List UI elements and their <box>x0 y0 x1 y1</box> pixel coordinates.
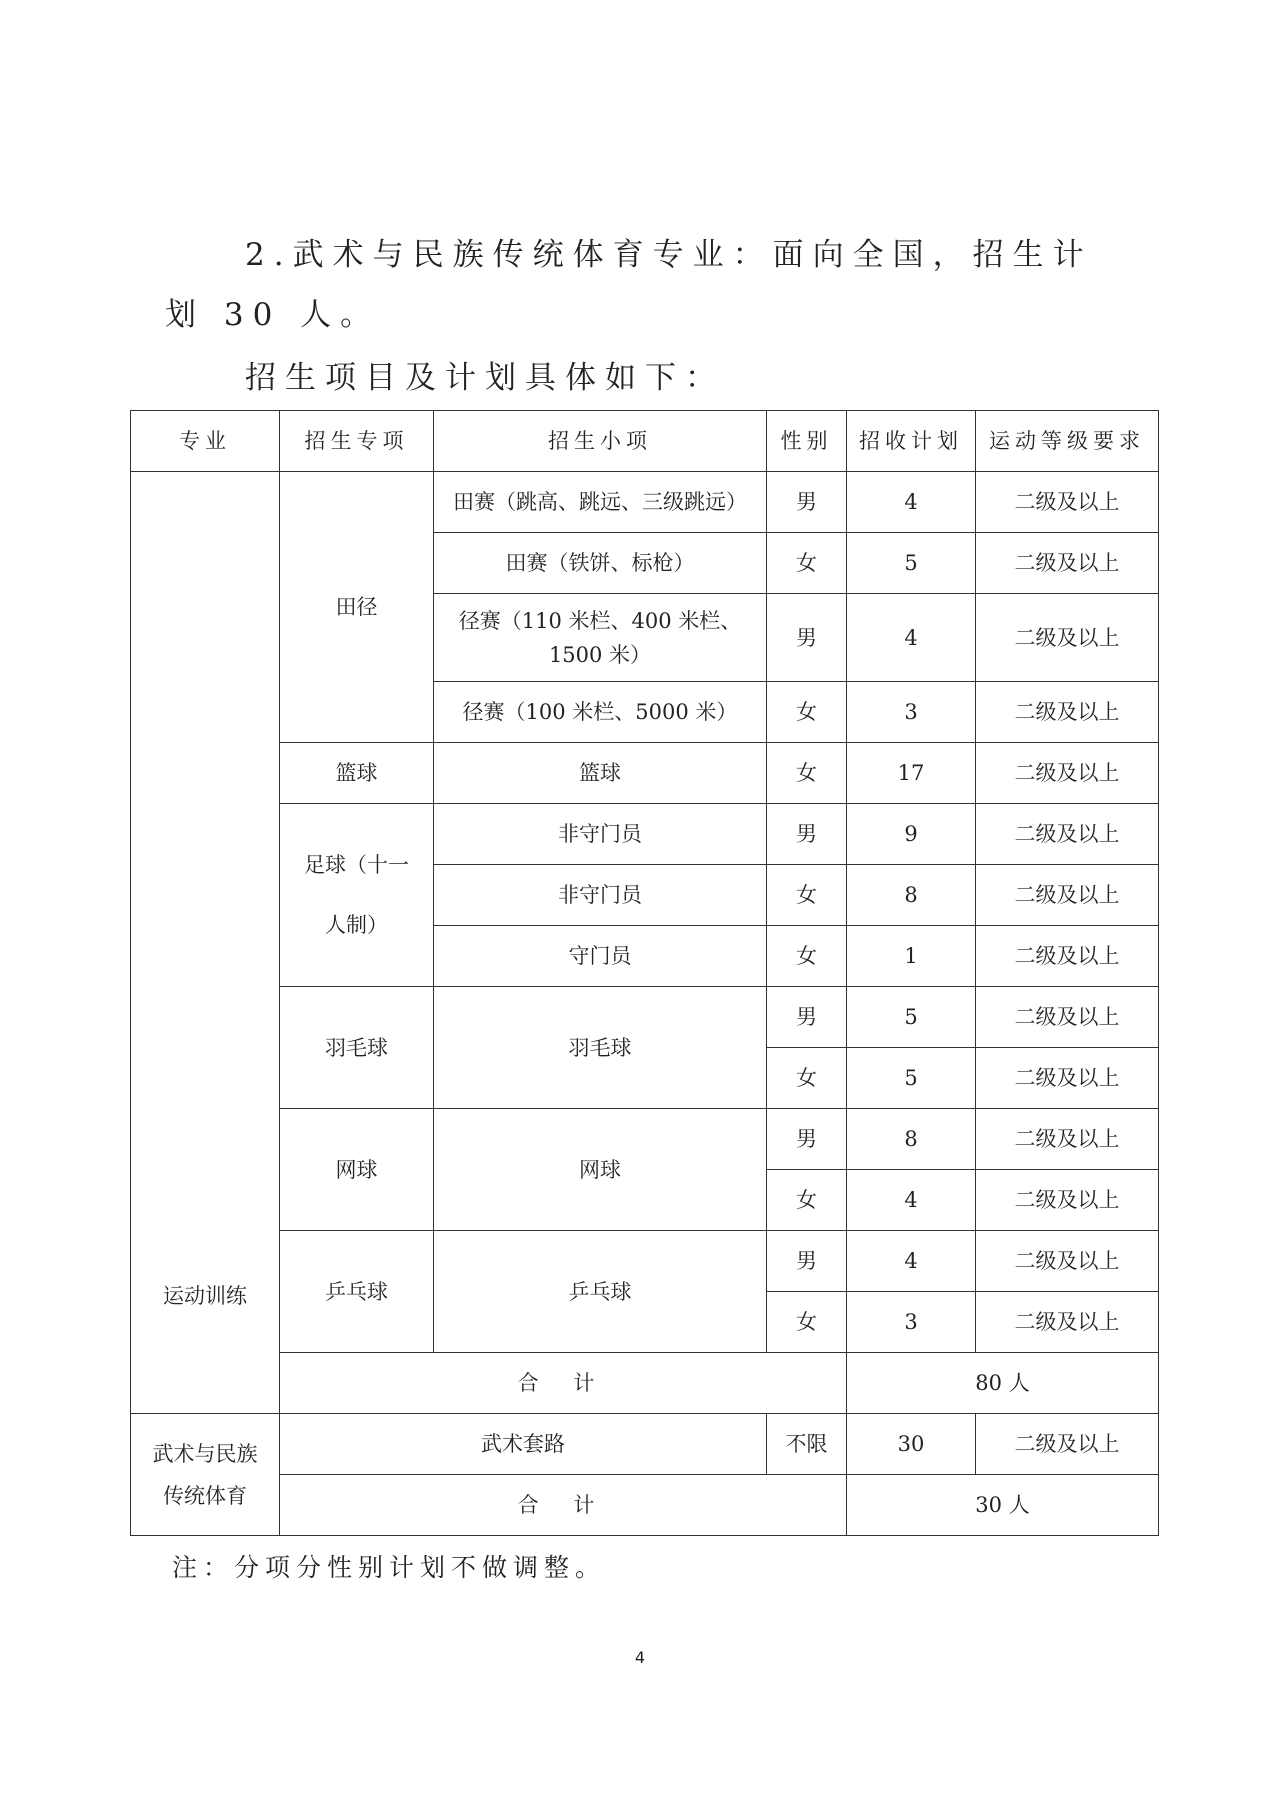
sub-item: 网球 <box>434 1109 767 1231</box>
gender: 女 <box>767 533 847 594</box>
sub-item: 乒乓球 <box>434 1231 767 1353</box>
specialty-basketball: 篮球 <box>280 743 434 804</box>
gender: 女 <box>767 926 847 987</box>
header-sub-item: 招生小项 <box>434 411 767 472</box>
plan: 4 <box>847 472 976 533</box>
level: 二级及以上 <box>976 1414 1159 1475</box>
gender: 男 <box>767 804 847 865</box>
gender: 女 <box>767 1170 847 1231</box>
level: 二级及以上 <box>976 472 1159 533</box>
gender: 男 <box>767 1231 847 1292</box>
plan: 5 <box>847 987 976 1048</box>
gender: 女 <box>767 1292 847 1353</box>
total-value: 30 人 <box>847 1475 1159 1536</box>
sub-item: 篮球 <box>434 743 767 804</box>
sub-item: 守门员 <box>434 926 767 987</box>
plan: 4 <box>847 1170 976 1231</box>
major-sports-training: 运动训练 <box>131 472 280 1414</box>
gender: 不限 <box>767 1414 847 1475</box>
plan: 1 <box>847 926 976 987</box>
sub-item: 径赛（100 米栏、5000 米） <box>434 682 767 743</box>
sub-item: 羽毛球 <box>434 987 767 1109</box>
plan: 4 <box>847 1231 976 1292</box>
level: 二级及以上 <box>976 1109 1159 1170</box>
header-major: 专业 <box>131 411 280 472</box>
gender: 女 <box>767 1048 847 1109</box>
plan: 30 <box>847 1414 976 1475</box>
sub-item: 非守门员 <box>434 865 767 926</box>
level: 二级及以上 <box>976 594 1159 682</box>
table-row <box>131 472 1159 533</box>
gender: 男 <box>767 987 847 1048</box>
gender: 男 <box>767 1109 847 1170</box>
table-row <box>131 1109 1159 1170</box>
plan: 4 <box>847 594 976 682</box>
gender: 男 <box>767 472 847 533</box>
header-gender: 性别 <box>767 411 847 472</box>
major-wushu: 武术与民族传统体育 <box>131 1414 280 1536</box>
page-number: 4 <box>634 1648 646 1667</box>
total-row <box>131 1353 1159 1414</box>
gender: 女 <box>767 743 847 804</box>
plan: 5 <box>847 533 976 594</box>
total-value: 80 人 <box>847 1353 1159 1414</box>
total-label: 合 计 <box>280 1353 847 1414</box>
specialty-pingpong: 乒乓球 <box>280 1231 434 1353</box>
plan: 8 <box>847 1109 976 1170</box>
intro-subheading: 招生项目及计划具体如下： <box>245 360 725 396</box>
level: 二级及以上 <box>976 1170 1159 1231</box>
header-level: 运动等级要求 <box>976 411 1159 472</box>
sub-item: 武术套路 <box>280 1414 767 1475</box>
enrollment-plan-table <box>130 410 1159 1536</box>
intro-paragraph: 2.武术与民族传统体育专业：面向全国，招生计划 30 人。 <box>165 237 1093 333</box>
plan: 3 <box>847 1292 976 1353</box>
level: 二级及以上 <box>976 1231 1159 1292</box>
plan: 5 <box>847 1048 976 1109</box>
level: 二级及以上 <box>976 682 1159 743</box>
specialty-football: 足球（十一人制） <box>280 804 434 987</box>
table-row <box>131 804 1159 865</box>
specialty-badminton: 羽毛球 <box>280 987 434 1109</box>
level: 二级及以上 <box>976 1048 1159 1109</box>
level: 二级及以上 <box>976 804 1159 865</box>
table-note: 注：分项分性别计划不做调整。 <box>172 1553 607 1582</box>
level: 二级及以上 <box>976 865 1159 926</box>
header-specialty: 招生专项 <box>280 411 434 472</box>
plan: 8 <box>847 865 976 926</box>
table-header-row <box>131 411 1159 472</box>
level: 二级及以上 <box>976 533 1159 594</box>
level: 二级及以上 <box>976 926 1159 987</box>
sub-item: 非守门员 <box>434 804 767 865</box>
header-plan: 招收计划 <box>847 411 976 472</box>
level: 二级及以上 <box>976 987 1159 1048</box>
sub-item: 田赛（跳高、跳远、三级跳远） <box>434 472 767 533</box>
level: 二级及以上 <box>976 1292 1159 1353</box>
table-row <box>131 743 1159 804</box>
gender: 女 <box>767 682 847 743</box>
specialty-tennis: 网球 <box>280 1109 434 1231</box>
table-row <box>131 987 1159 1048</box>
gender: 男 <box>767 594 847 682</box>
table-row <box>131 1231 1159 1292</box>
total-row <box>131 1475 1159 1536</box>
sub-item: 田赛（铁饼、标枪） <box>434 533 767 594</box>
plan: 9 <box>847 804 976 865</box>
plan: 17 <box>847 743 976 804</box>
sub-item: 径赛（110 米栏、400 米栏、1500 米） <box>434 594 767 682</box>
total-label: 合 计 <box>280 1475 847 1536</box>
level: 二级及以上 <box>976 743 1159 804</box>
plan: 3 <box>847 682 976 743</box>
table-row <box>131 1414 1159 1475</box>
gender: 女 <box>767 865 847 926</box>
specialty-track: 田径 <box>280 472 434 743</box>
